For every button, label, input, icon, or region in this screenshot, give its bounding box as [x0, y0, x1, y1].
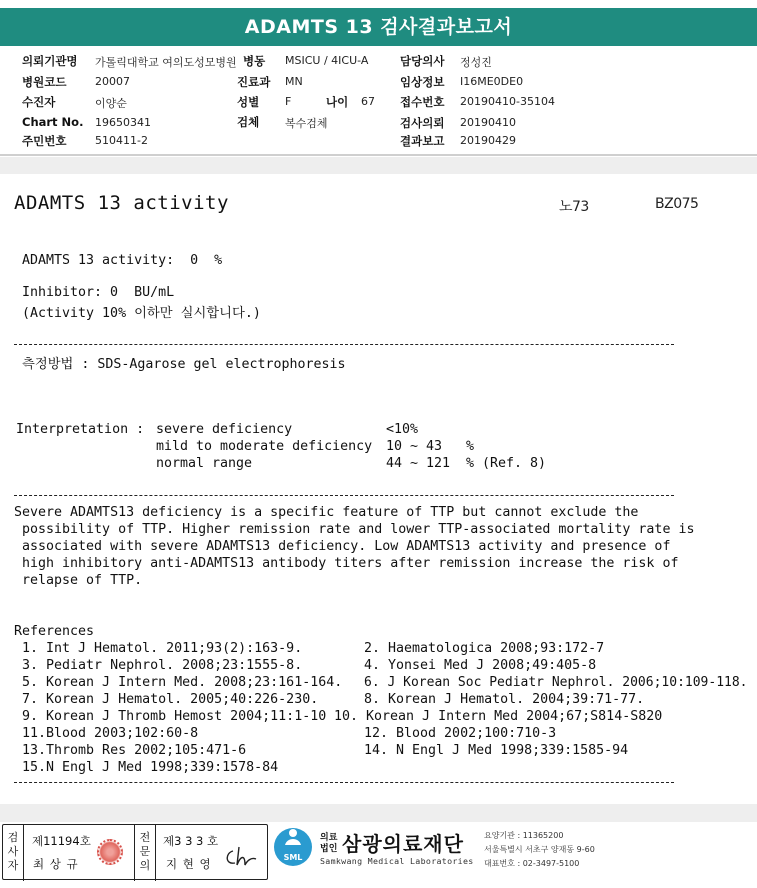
reference-item: 12. Blood 2002;100:710-3	[364, 726, 557, 741]
reference-item: 3. Pediatr Nephrol. 2008;23:1555-8.	[14, 658, 303, 673]
reference-item: 2. Haematologica 2008;93:172-7	[364, 641, 605, 656]
examiner-name: 최 상 규	[33, 857, 79, 871]
hospital-value: 가톨릭대학교 여의도성모병원	[95, 56, 237, 69]
interp-range-2: 44 ~ 121	[386, 456, 451, 471]
comment-line: associated with severe ADAMTS13 deficiency. Low ADAMTS13 activity and presence of	[14, 539, 671, 554]
divider	[155, 825, 156, 881]
examiner-seal	[97, 839, 123, 865]
report-body	[0, 174, 757, 804]
department-label: 진료과	[237, 75, 271, 89]
department-value: MN	[285, 75, 303, 88]
test-note: (Activity 10% 이하만 실시합니다.)	[22, 306, 261, 321]
reviewer-signature	[223, 843, 259, 869]
doctor-value: 정성진	[460, 56, 492, 69]
hospital-code-value: 20007	[95, 75, 130, 88]
clinical-info-label: 임상정보	[400, 75, 445, 89]
separator-band	[0, 157, 757, 174]
reference-item: 5. Korean J Intern Med. 2008;23:161-164.	[14, 675, 343, 690]
resident-no-value: 510411-2	[95, 134, 148, 147]
org-phone: 대표번호 : 02-3497-5100	[484, 859, 580, 868]
divider-3	[14, 782, 674, 783]
divider-1	[14, 344, 674, 345]
comment-line: Severe ADAMTS13 deficiency is a specific feature of TTP but cannot exclude the	[14, 505, 639, 520]
separator-band	[0, 804, 757, 822]
reference-item: 14. N Engl J Med 1998;339:1585-94	[364, 743, 629, 758]
examiner-label: 검사자	[7, 831, 19, 872]
interp-label-1: mild to moderate deficiency	[156, 439, 373, 454]
ward-label: 병동	[243, 54, 266, 68]
specimen-label: 검체	[237, 115, 260, 129]
sex-label: 성별	[237, 95, 260, 109]
logo-text: SML	[283, 853, 303, 862]
interp-range-0: <10%	[386, 422, 419, 437]
handwritten-code: BZ075	[655, 196, 699, 212]
age-label: 나이	[326, 95, 349, 109]
reference-item: 8. Korean J Hematol. 2004;39:71-77.	[364, 692, 645, 707]
logo-figure-icon	[282, 828, 304, 846]
references-title: References	[14, 624, 95, 639]
clinical-info-value: I16ME0DE0	[460, 75, 524, 88]
reference-item: 13.Thromb Res 2002;105:471-6	[14, 743, 247, 758]
reference-item: 15.N Engl J Med 1998;339:1578-84	[14, 760, 279, 775]
divider	[134, 825, 135, 881]
reference-item: 6. J Korean Soc Pediatr Nephrol. 2006;10:109-118.	[364, 675, 748, 690]
interp-unit-2: % (Ref. 8)	[466, 456, 547, 471]
interp-label-0: severe deficiency	[156, 422, 293, 437]
handwritten-name: 노73	[559, 199, 589, 215]
comment-line: high inhibitory anti-ADAMTS13 antibody titers after remission increase the risk of	[14, 556, 679, 571]
examiner-license: 제11194호	[32, 834, 91, 848]
request-date-label: 검사의뢰	[400, 116, 445, 130]
receipt-no-value: 20190410-35104	[460, 95, 555, 108]
chart-no-value: 19650341	[95, 116, 151, 129]
receipt-no-label: 접수번호	[400, 95, 445, 109]
reviewer-license: 제3 3 3 호	[163, 834, 219, 848]
request-date-value: 20190410	[460, 116, 516, 129]
reference-item: 4. Yonsei Med J 2008;49:405-8	[364, 658, 597, 673]
footer	[0, 822, 757, 888]
org-prefix-1: 의료	[320, 833, 338, 843]
hospital-label: 의뢰기관명	[22, 54, 78, 68]
report-title: ADAMTS 13 검사결과보고서	[0, 8, 757, 46]
reference-item: 11.Blood 2003;102:60-8	[14, 726, 199, 741]
specimen-value: 복수검체	[285, 117, 328, 130]
reviewer-label: 전문의	[139, 831, 151, 872]
patient-info-block	[0, 48, 757, 156]
reference-item: 7. Korean J Hematol. 2005;40:226-230.	[14, 692, 319, 707]
sex-value: F	[285, 95, 292, 108]
org-english-name: Samkwang Medical Laboratories	[320, 856, 474, 866]
reviewer-name: 지 현 영	[166, 857, 212, 871]
doctor-label: 담당의사	[400, 54, 445, 68]
org-name: 삼광의료재단	[342, 832, 464, 856]
org-address: 서울특별시 서초구 양재동 9-60	[484, 845, 595, 854]
comment-line: possibility of TTP. Higher remission rate and lower TTP-associated mortality rate is	[14, 522, 695, 537]
org-prefix-2: 법인	[320, 844, 338, 854]
test-title: ADAMTS 13 activity	[14, 192, 229, 214]
chart-no-label: Chart No.	[22, 115, 84, 129]
hospital-code-label: 병원코드	[22, 75, 67, 89]
inhibitor-result: Inhibitor: 0 BU/mL	[22, 285, 175, 300]
activity-result: ADAMTS 13 activity: 0 %	[22, 253, 223, 268]
report-date-value: 20190429	[460, 134, 516, 147]
patient-label: 수진자	[22, 95, 56, 109]
reference-item: 1. Int J Hematol. 2011;93(2):163-9.	[14, 641, 303, 656]
reference-item: 9. Korean J Thromb Hemost 2004;11:1-10	[14, 709, 327, 724]
divider-2	[14, 495, 674, 496]
ward-value: MSICU / 4ICU-A	[285, 54, 369, 67]
signature-box	[2, 824, 268, 880]
resident-no-label: 주민번호	[22, 134, 67, 148]
reference-item: 10. Korean J Intern Med 2004;67;S814-S820	[334, 709, 663, 724]
interp-range-1: 10 ~ 43	[386, 439, 443, 454]
interp-label-2: normal range	[156, 456, 253, 471]
interp-unit-1: %	[466, 439, 475, 454]
interpretation-label: Interpretation :	[16, 422, 145, 437]
age-value: 67	[361, 95, 375, 108]
comment-line: relapse of TTP.	[14, 573, 143, 588]
patient-value: 이양순	[95, 97, 127, 110]
divider	[23, 825, 24, 881]
method-line: 측정방법 : SDS-Agarose gel electrophoresis	[22, 357, 346, 372]
org-code: 요양기관 : 11365200	[484, 831, 564, 840]
report-date-label: 결과보고	[400, 134, 445, 148]
